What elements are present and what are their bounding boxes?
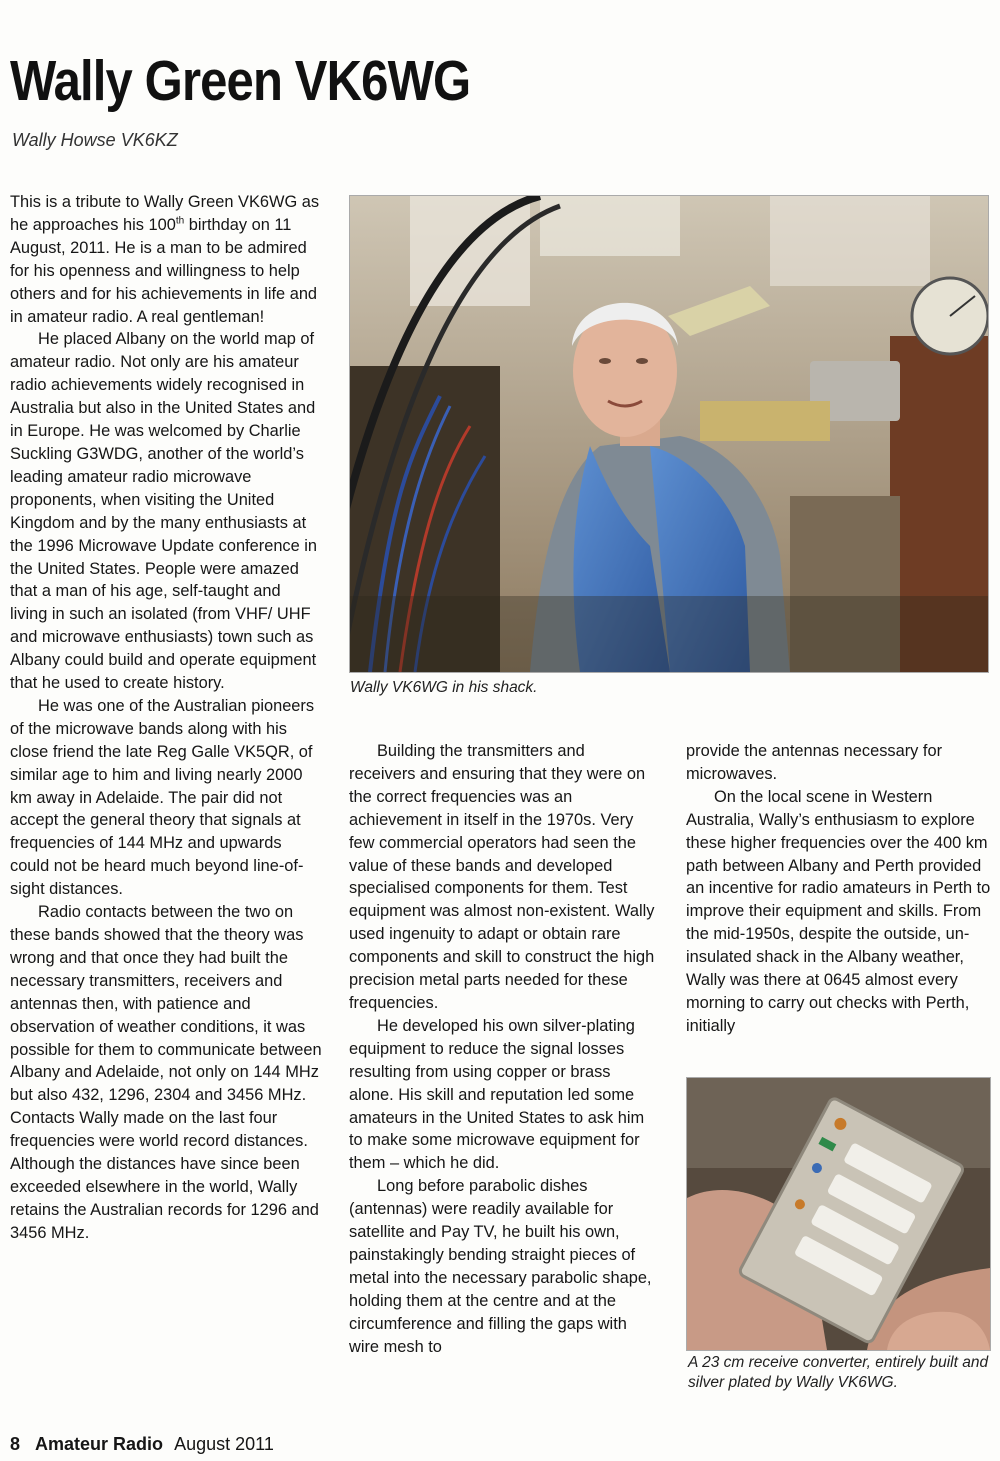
issue-date: August 2011	[174, 1434, 274, 1454]
paragraph-text: This is a tribute to Wally Green VK6WG as he approaches his 100	[10, 193, 320, 234]
paragraph: Building the transmitters and receivers and ensuring that they were on the correct frequencies was an achievement in itself in the 1970s. Very few commercial operators had seen the value of these bands and developed specialised components for them. Test equipment was almost non-existent. Wally used ingenuity to adapt or obtain rare components and skill to construct the high precision metal parts needed for these frequencies.	[349, 742, 655, 1012]
paragraph: He placed Albany on the world map of amateur radio. Not only are his amateur radio achievements widely recognised in Australia but also in the United States and in Europe. He was welcomed by Charlie Suckling G3WDG, another of the world’s leading amateur radio microwave proponents, when visiting the United Kingdom and by the many enthusiasts at the 1996 Microwave Update conference in the United States. People were amazed that a man of his age, self-taught and living in such an isolated (from VHF/ UHF and microwave enthusiasts) town such as Albany could build and operate equipment that he used to create history.	[10, 330, 318, 693]
magazine-name: Amateur Radio	[35, 1434, 164, 1454]
paragraph	[10, 191, 322, 328]
paragraph: He developed his own silver-plating equipment to reduce the signal losses resulting from using copper or brass alone. His skill and reputation led some amateurs in the United States to ask him to make some microwave equipment for them – which he did.	[349, 1016, 645, 1173]
column-1	[10, 191, 322, 1245]
column-2	[349, 740, 655, 1358]
converter-photo-illustration	[687, 1078, 990, 1350]
converter-photo	[686, 1077, 991, 1351]
paragraph: Long before parabolic dishes (antennas) were readily available for satellite and Pay TV, he built his own, painstakingly bending straight pieces of metal into the necessary parabolic shape, holding them at the centre and at the circumference and filling the gaps with wire mesh to	[349, 1177, 652, 1356]
page-footer	[10, 1434, 274, 1455]
article-byline: Wally Howse VK6KZ	[12, 130, 178, 150]
column-3	[686, 740, 992, 1038]
shack-photo	[349, 195, 989, 673]
superscript: th	[175, 215, 185, 227]
paragraph: On the local scene in Western Australia, Wally’s enthusiasm to explore these higher frequencies over the 400 km path between Albany and Perth provided an incentive for radio amateurs in Perth to improve their equipment and skills. From the mid-1950s, despite the outside, un-insulated shack in the Albany weather, Wally was there at 0645 almost every morning to carry out checks with Perth, initially	[686, 787, 991, 1035]
paragraph-text: birthday on 11 August, 2011. He is a man to be admired for his openness and willingness to help others and for his achievements in life and in amateur radio. A real gentleman!	[10, 215, 318, 326]
converter-photo-caption: A 23 cm receive converter, entirely built and silver plated by Wally VK6WG.	[688, 1354, 989, 1391]
paragraph: Radio contacts between the two on these bands showed that the theory was wrong and that once they had built the necessary transmitters, receivers and antennas then, with patience and observation of weather conditions, it was possible for them to communicate between Albany and Adelaide, not only on 144 MHz but also 432, 1296, 2304 and 3456 MHz. Contacts Wally made on the last four frequencies were world record distances. Although the distances have since been exceeded elsewhere in the world, Wally retains the Australian records for 1296 and 3456 MHz.	[10, 903, 322, 1242]
paragraph: He was one of the Australian pioneers of the microwave bands along with his close friend the late Reg Galle VK5QR, of similar age to him and living nearly 2000 km away in Adelaide. The pair did not accept the general theory that signals at frequencies of 144 MHz and upwards could not be heard much beyond line-of-sight distances.	[10, 696, 315, 899]
paragraph: provide the antennas necessary for microwaves.	[686, 742, 943, 783]
page-number: 8	[10, 1434, 21, 1454]
main-photo-caption: Wally VK6WG in his shack.	[350, 679, 538, 696]
shack-photo-illustration	[350, 196, 988, 672]
article-title: Wally Green VK6WG	[10, 49, 471, 113]
